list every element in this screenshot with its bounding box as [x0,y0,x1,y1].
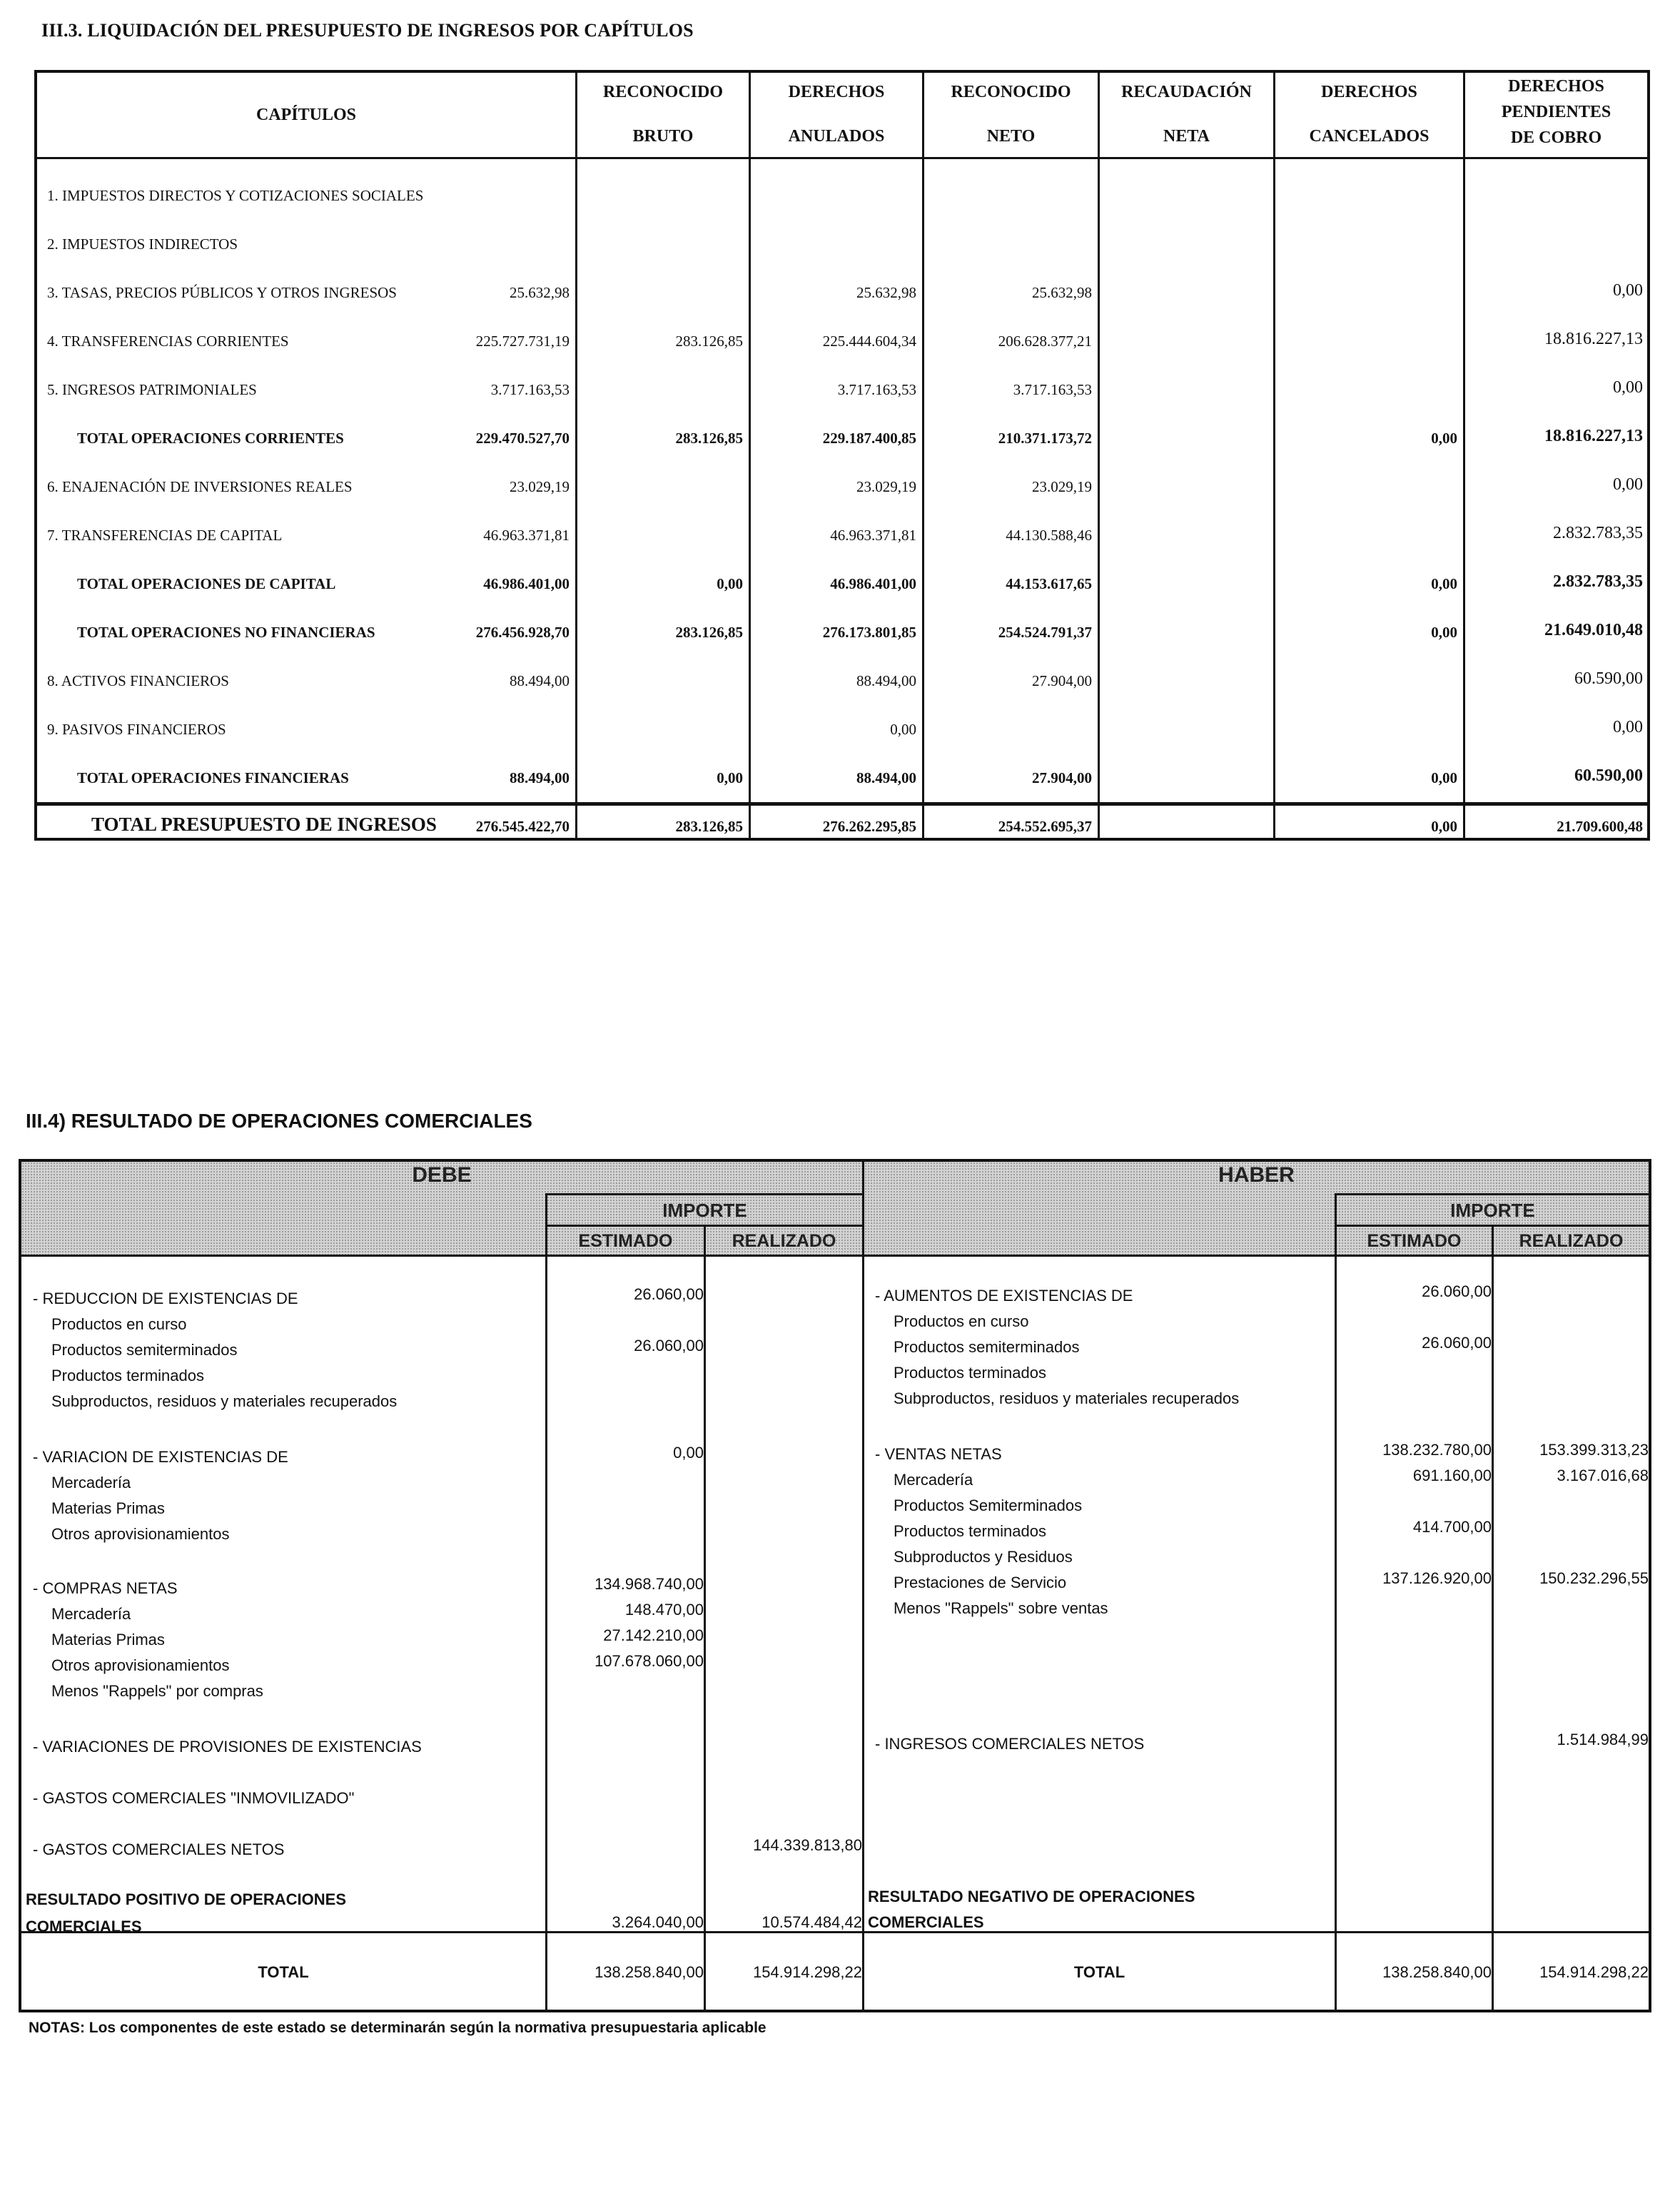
cell-pendientes: 2.832.783,35 [1553,524,1643,542]
debe-row-label: Productos en curso [51,1315,187,1333]
debe-row-label: - COMPRAS NETAS [33,1579,178,1597]
haber-cell-realizado: 1.514.984,99 [1557,1731,1649,1748]
haber-cell-estimado: 26.060,00 [1422,1334,1492,1352]
row-label: 9. PASIVOS FINANCIEROS [47,721,226,738]
header-pendientes-3: DE COBRO [1510,128,1602,147]
debe-cell-realizado: 10.574.484,42 [761,1913,862,1931]
grand-total-label: TOTAL PRESUPUESTO DE INGRESOS [91,814,437,835]
cell-anulados: 283.126,85 [675,333,743,350]
table-row [37,475,1647,500]
section-title-resultado: III.4) RESULTADO DE OPERACIONES COMERCIALES [26,1110,532,1132]
total-debe-realizado: 154.914.298,22 [753,1963,862,1981]
cell-neto: 229.187.400,85 [822,430,916,447]
cell-neto: 46.986.401,00 [830,575,916,592]
debe-cell-estimado: 134.968.740,00 [594,1575,704,1593]
total-haber-estimado: 138.258.840,00 [1382,1963,1492,1981]
cell-pendientes: 18.816.227,13 [1544,330,1643,348]
row-label: TOTAL OPERACIONES NO FINANCIERAS [77,624,375,641]
cell-recaudacion: 23.029,19 [1032,478,1092,495]
header-cancelados-1: DERECHOS [1321,83,1417,101]
row-label: 1. IMPUESTOS DIRECTOS Y COTIZACIONES SOCIALES [47,187,424,204]
haber-cell-estimado: 691.160,00 [1412,1467,1492,1484]
table-row [37,621,1647,645]
row-label: 5. INGRESOS PATRIMONIALES [47,381,257,398]
cell-recaudacion: 206.628.377,21 [998,333,1092,350]
haber-row-label: Productos en curso [894,1312,1029,1330]
table-row [37,718,1647,742]
grand-total-recaudacion: 254.552.695,37 [998,818,1092,835]
haber-cell-estimado: 414.700,00 [1412,1518,1492,1536]
table-row [37,281,1647,305]
haber-row-label: Menos "Rappels" sobre ventas [894,1599,1108,1617]
cell-recaudacion: 44.130.588,46 [1006,527,1092,544]
header-reconocido-bruto-2: BRUTO [632,127,694,146]
debe-row-label: - VARIACIONES DE PROVISIONES DE EXISTENCIAS [33,1738,422,1756]
cell-neto: 88.494,00 [856,769,916,786]
header-debe-importe: IMPORTE [662,1200,747,1221]
debe-cell-estimado: 148.470,00 [624,1601,704,1619]
cell-pendientes: 60.590,00 [1574,669,1643,688]
header-derechos-anulados-2: ANULADOS [788,127,885,146]
haber-row-label: Subproductos, residuos y materiales recuperados [894,1389,1240,1407]
header-haber: HABER [1218,1163,1295,1187]
header-capitulos: CAPÍTULOS [255,106,357,124]
cell-bruto: 225.727.731,19 [475,333,570,350]
grand-total-bruto: 276.545.422,70 [475,818,570,835]
table-row [37,427,1647,451]
header-recaudacion-1: RECAUDACIÓN [1121,83,1252,101]
cell-neto: 276.173.801,85 [822,624,916,641]
cell-pendientes: 18.816.227,13 [1544,427,1643,445]
grand-total-neto: 276.262.295,85 [822,818,916,835]
debe-row-label: Otros aprovisionamientos [51,1525,230,1543]
cell-neto: 88.494,00 [856,672,916,689]
cell-anulados: 0,00 [717,769,743,786]
debe-row-label: Subproductos, residuos y materiales recuperados [51,1392,398,1410]
row-label: 3. TASAS, PRECIOS PÚBLICOS Y OTROS INGRESOS [47,284,397,301]
grand-total-row [37,814,1647,835]
haber-cell-estimado: 137.126.920,00 [1382,1569,1492,1587]
cell-recaudacion: 44.153.617,65 [1006,575,1092,592]
grand-total-pendientes: 21.709.600,48 [1557,818,1643,835]
debe-cell-estimado: 27.142.210,00 [603,1626,704,1644]
cell-neto: 3.717.163,53 [837,381,916,398]
haber-row-label: Subproductos y Residuos [894,1548,1073,1566]
debe-cell-estimado: 0,00 [673,1444,704,1462]
debe-row-label: Otros aprovisionamientos [51,1656,230,1674]
row-label: 6. ENAJENACIÓN DE INVERSIONES REALES [47,478,353,495]
cell-pendientes: 21.649.010,48 [1544,621,1643,639]
header-haber-estimado: ESTIMADO [1367,1231,1462,1251]
table-row [37,524,1647,548]
cell-recaudacion: 210.371.173,72 [998,430,1092,447]
resultado-table [19,1159,1651,2012]
haber-row-label: - VENTAS NETAS [875,1445,1002,1463]
debe-row-label: Menos "Rappels" por compras [51,1682,263,1700]
header-haber-importe: IMPORTE [1450,1200,1535,1221]
section-title-liquidacion: III.3. LIQUIDACIÓN DEL PRESUPUESTO DE INGRESOS POR CAPÍTULOS [41,20,694,41]
cell-cancelados: 0,00 [1431,575,1457,592]
debe-row-label: Materias Primas [51,1631,165,1649]
cell-neto: 225.444.604,34 [822,333,916,350]
cell-recaudacion: 27.904,00 [1032,769,1092,786]
debe-cell-estimado: 26.060,00 [634,1285,704,1303]
cell-bruto: 88.494,00 [510,672,570,689]
debe-row-label: - GASTOS COMERCIALES "INMOVILIZADO" [33,1789,355,1807]
haber-row-label: Productos terminados [894,1364,1046,1382]
header-reconocido-neto-2: NETO [986,127,1036,146]
debe-row-label: Productos terminados [51,1367,204,1384]
cell-recaudacion: 25.632,98 [1032,284,1092,301]
cell-recaudacion: 27.904,00 [1032,672,1092,689]
haber-cell-estimado: 26.060,00 [1422,1282,1492,1300]
debe-row-label: - REDUCCION DE EXISTENCIAS DE [33,1290,298,1307]
header-reconocido-neto-1: RECONOCIDO [951,83,1071,101]
debe-row-label: - VARIACION DE EXISTENCIAS DE [33,1448,288,1466]
cell-neto: 23.029,19 [856,478,916,495]
debe-row-label: Mercadería [51,1474,131,1492]
cell-bruto: 25.632,98 [510,284,570,301]
header-debe-estimado: ESTIMADO [578,1231,673,1251]
header-reconocido-bruto-1: RECONOCIDO [602,83,723,101]
cell-cancelados: 0,00 [1431,430,1457,447]
debe-row-label: COMERCIALES [26,1918,142,1935]
total-haber-label: TOTAL [1073,1963,1125,1981]
haber-row-label: Productos semiterminados [894,1338,1080,1356]
haber-cell-estimado: 138.232.780,00 [1382,1441,1492,1459]
liquidacion-table [34,70,1650,841]
debe-cell-estimado: 26.060,00 [634,1337,704,1354]
cell-recaudacion: 3.717.163,53 [1013,381,1092,398]
debe-row-label: Materias Primas [51,1499,165,1517]
debe-cell-estimado: 3.264.040,00 [612,1913,704,1931]
table-row [37,572,1647,597]
total-haber-realizado: 154.914.298,22 [1539,1963,1649,1981]
cell-bruto: 229.470.527,70 [475,430,570,447]
cell-bruto: 46.963.371,81 [483,527,570,544]
total-debe-label: TOTAL [258,1963,309,1981]
cell-cancelados: 0,00 [1431,624,1457,641]
cell-neto: 46.963.371,81 [830,527,916,544]
row-label: TOTAL OPERACIONES FINANCIERAS [77,769,349,786]
cell-bruto: 88.494,00 [510,769,570,786]
haber-cell-realizado: 150.232.296,55 [1539,1569,1649,1587]
cell-pendientes: 0,00 [1613,281,1643,300]
cell-pendientes: 0,00 [1613,718,1643,736]
row-label: TOTAL OPERACIONES DE CAPITAL [77,575,336,592]
cell-bruto: 276.456.928,70 [475,624,570,641]
grand-total-anulados: 283.126,85 [675,818,743,835]
table-row [37,378,1647,402]
table-row [37,236,1647,257]
row-label: 4. TRANSFERENCIAS CORRIENTES [47,333,289,350]
header-haber-realizado: REALIZADO [1519,1231,1624,1251]
haber-row-label: - AUMENTOS DE EXISTENCIAS DE [875,1287,1133,1305]
header-pendientes-2: PENDIENTES [1501,103,1611,121]
cell-bruto: 46.986.401,00 [483,575,570,592]
cell-pendientes: 0,00 [1613,475,1643,494]
cell-neto: 0,00 [890,721,916,738]
haber-row-label: Productos Semiterminados [894,1496,1083,1514]
cell-recaudacion: 254.524.791,37 [998,624,1092,641]
row-label: 2. IMPUESTOS INDIRECTOS [47,236,238,253]
row-label: TOTAL OPERACIONES CORRIENTES [77,430,344,447]
cell-anulados: 283.126,85 [675,624,743,641]
haber-row-label: - INGRESOS COMERCIALES NETOS [875,1735,1145,1753]
cell-neto: 25.632,98 [856,284,916,301]
header-pendientes-1: DERECHOS [1508,77,1604,96]
header-recaudacion-2: NETA [1163,127,1210,146]
table-row [37,330,1647,354]
debe-row-label: Mercadería [51,1605,131,1623]
haber-row-label: Productos terminados [894,1522,1046,1540]
debe-row-label: Productos semiterminados [51,1341,238,1359]
cell-anulados: 0,00 [717,575,743,592]
cell-cancelados: 0,00 [1431,769,1457,786]
header-debe: DEBE [412,1163,472,1187]
notes: NOTAS: Los componentes de este estado se determinarán según la normativa presupuestaria aplicable [29,2020,766,2036]
debe-cell-estimado: 107.678.060,00 [594,1652,704,1670]
table-row [37,669,1647,694]
cell-bruto: 3.717.163,53 [490,381,570,398]
total-debe-estimado: 138.258.840,00 [594,1963,704,1981]
haber-cell-realizado: 3.167.016,68 [1557,1467,1649,1484]
haber-row-label: Mercadería [894,1471,973,1489]
row-label: 8. ACTIVOS FINANCIEROS [47,672,229,689]
cell-bruto: 23.029,19 [510,478,570,495]
cell-anulados: 283.126,85 [675,430,743,447]
cell-pendientes: 0,00 [1613,378,1643,397]
cell-pendientes: 60.590,00 [1574,766,1643,785]
debe-cell-realizado: 144.339.813,80 [753,1836,862,1854]
haber-row-label: COMERCIALES [868,1913,984,1931]
table-row [37,187,1647,208]
grand-total-cancelados: 0,00 [1431,818,1457,835]
debe-row-label: RESULTADO POSITIVO DE OPERACIONES [26,1890,347,1908]
haber-row-label: RESULTADO NEGATIVO DE OPERACIONES [868,1888,1195,1905]
debe-row-label: - GASTOS COMERCIALES NETOS [33,1840,285,1858]
haber-cell-realizado: 153.399.313,23 [1539,1441,1649,1459]
header-cancelados-2: CANCELADOS [1309,127,1429,146]
row-label: 7. TRANSFERENCIAS DE CAPITAL [47,527,283,544]
cell-pendientes: 2.832.783,35 [1553,572,1643,591]
table-row [37,766,1647,791]
header-derechos-anulados-1: DERECHOS [788,83,885,101]
haber-row-label: Prestaciones de Servicio [894,1574,1067,1591]
header-debe-realizado: REALIZADO [732,1231,836,1251]
